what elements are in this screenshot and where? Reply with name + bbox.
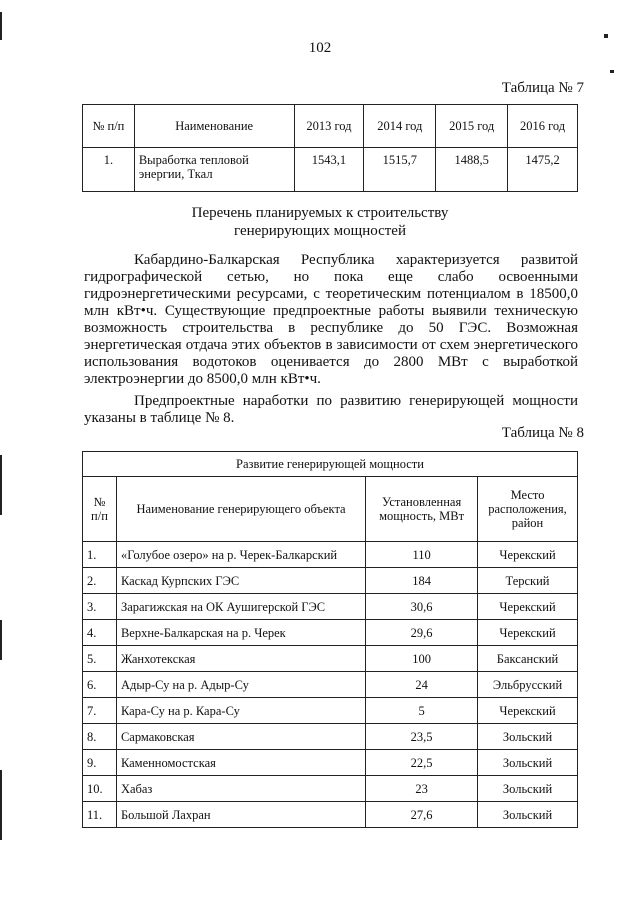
table8-cell: Терский (478, 568, 578, 594)
table8-cell: 2. (83, 568, 117, 594)
table-row (83, 568, 578, 594)
scan-speck (610, 70, 614, 73)
table-8 (82, 451, 578, 828)
table8-cell: Черекский (478, 698, 578, 724)
table-row (83, 698, 578, 724)
body-text (84, 252, 578, 427)
scan-edge-mark (0, 770, 2, 840)
table7-cell: Выработка тепловой энергии, Ткал (134, 148, 294, 192)
table8-caption: Таблица № 8 (501, 425, 584, 441)
table7-cell: 1515,7 (364, 148, 436, 192)
table-row (83, 776, 578, 802)
table8-cell: 23,5 (366, 724, 478, 750)
table8-cell: Сармаковская (116, 724, 365, 750)
table-row (83, 594, 578, 620)
scan-edge-mark (0, 12, 2, 40)
table8-cell: Зольский (478, 724, 578, 750)
table-row (83, 646, 578, 672)
table-row (83, 148, 578, 192)
table8-title-row (83, 452, 578, 477)
table8-cell: Зольский (478, 776, 578, 802)
table8-cell: Черекский (478, 542, 578, 568)
table7-header-cell: № п/п (83, 105, 135, 148)
table8-cell: 29,6 (366, 620, 478, 646)
table7-header-cell: 2013 год (294, 105, 364, 148)
table8-cell: 27,6 (366, 802, 478, 828)
table8-cell: Баксанский (478, 646, 578, 672)
table8-cell: 4. (83, 620, 117, 646)
table8-cell: 100 (366, 646, 478, 672)
table8-cell: Зольский (478, 750, 578, 776)
table8-cell: Кара-Су на р. Кара-Су (116, 698, 365, 724)
table8-cell: 22,5 (366, 750, 478, 776)
paragraph-2: Предпроектные наработки по развитию генерирующей мощности указаны в таблице № 8. (84, 393, 578, 426)
table8-cell: Черекский (478, 620, 578, 646)
table8-header-cell: Установленная мощность, МВт (366, 477, 478, 542)
table8-header-cell: Наименование генерирующего объекта (116, 477, 365, 542)
table-row (83, 620, 578, 646)
table8-title: Развитие генерирующей мощности (83, 452, 578, 477)
table7-header-cell: 2016 год (508, 105, 578, 148)
table8-cell: 11. (83, 802, 117, 828)
table7-header-cell: 2015 год (436, 105, 508, 148)
table-7 (82, 104, 578, 192)
table8-cell: 9. (83, 750, 117, 776)
table8-cell: 8. (83, 724, 117, 750)
table7-header-cell: Наименование (134, 105, 294, 148)
table8-cell: 7. (83, 698, 117, 724)
table8-cell: 184 (366, 568, 478, 594)
table-row (83, 672, 578, 698)
table-row (83, 750, 578, 776)
table8-cell: 5. (83, 646, 117, 672)
table8-cell: Каменномостская (116, 750, 365, 776)
table8-cell: Зарагижская на ОК Аушигерской ГЭС (116, 594, 365, 620)
table8-cell: Хабаз (116, 776, 365, 802)
table8-cell: Верхне-Балкарская на р. Черек (116, 620, 365, 646)
table7-caption: Таблица № 7 (501, 80, 584, 96)
table7-header-cell: 2014 год (364, 105, 436, 148)
table8-cell: 5 (366, 698, 478, 724)
scan-speck (604, 34, 608, 38)
table-row (83, 542, 578, 568)
table8-body (83, 542, 578, 828)
page-number: 102 (308, 40, 332, 56)
table8-cell: 10. (83, 776, 117, 802)
table8-cell: Адыр-Су на р. Адыр-Су (116, 672, 365, 698)
table8-cell: «Голубое озеро» на р. Черек-Балкарский (116, 542, 365, 568)
table8-cell: 1. (83, 542, 117, 568)
table-row (83, 724, 578, 750)
table8-cell: 24 (366, 672, 478, 698)
table7-header-row (83, 105, 578, 148)
table8-cell: Эльбрусский (478, 672, 578, 698)
table8-cell: 110 (366, 542, 478, 568)
section-heading-line2: генерирующих мощностей (233, 223, 406, 239)
table8-cell: 23 (366, 776, 478, 802)
scan-edge-mark (0, 620, 2, 660)
table7-cell: 1. (83, 148, 135, 192)
table8-cell: Каскад Курпских ГЭС (116, 568, 365, 594)
scan-edge-mark (0, 455, 2, 515)
table-row (83, 802, 578, 828)
table8-cell: 30,6 (366, 594, 478, 620)
table7-cell: 1475,2 (508, 148, 578, 192)
table8-cell: Черекский (478, 594, 578, 620)
table8-header-cell: № п/п (83, 477, 117, 542)
table8-cell: 3. (83, 594, 117, 620)
table7-cell: 1543,1 (294, 148, 364, 192)
section-heading-line1: Перечень планируемых к строительству (191, 205, 449, 221)
table8-header-cell: Место расположения, район (478, 477, 578, 542)
table8-cell: Зольский (478, 802, 578, 828)
table8-header-row (83, 477, 578, 542)
table8-cell: Жанхотекская (116, 646, 365, 672)
table8-cell: Большой Лахран (116, 802, 365, 828)
table7-cell: 1488,5 (436, 148, 508, 192)
paragraph-1: Кабардино-Балкарская Республика характеризуется развитой гидрографической сетью, но пока еще слабо освоенными гидроэнергетическими ресурсами, с теоретическим потенциалом в 18500,0 млн кВт•ч. Существующие предпроектные работы выявили техническую возможность строительства в республике до 50 ГЭС. Возможная энергетическая отдача этих объектов в зависимости от схем энергетического использования водотоков оценивается до 2800 МВт с выработкой электроэнергии до 8500,0 млн кВт•ч. (84, 252, 578, 387)
table8-cell: 6. (83, 672, 117, 698)
